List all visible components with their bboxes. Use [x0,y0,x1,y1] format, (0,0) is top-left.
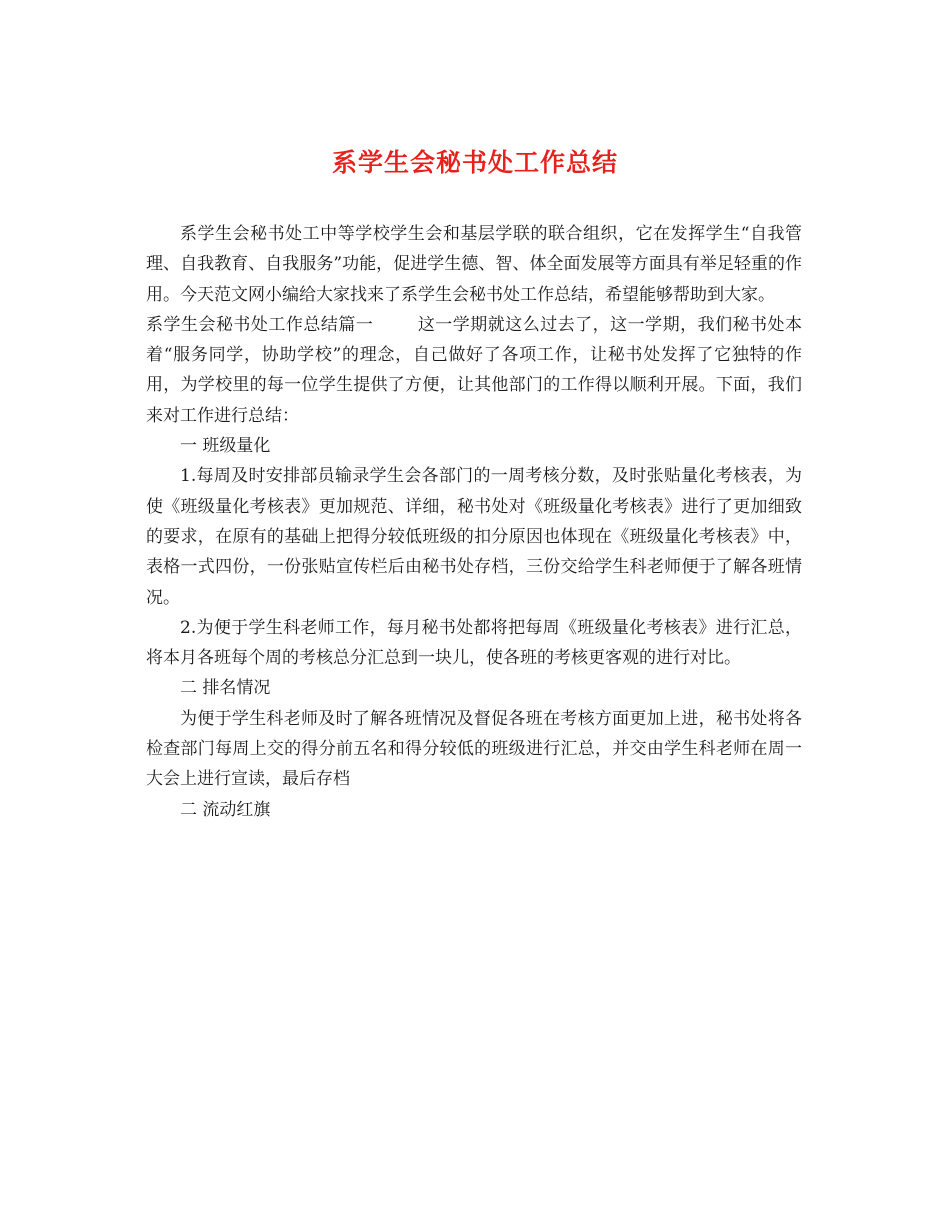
intro-paragraph: 系学生会秘书处工中等学校学生会和基层学联的联合组织，它在发挥学生“自我管理、自我教育、自我服务”功能，促进学生德、智、体全面发展等方面具有举足轻重的作用。今天范文网小编给大家找来了系学生会秘书处工作总结，希望能够帮助到大家。 [146,224,802,305]
document-title: 系学生会秘书处工作总结 [331,148,618,177]
article1-opening: 这一学期就这么过去了，这一学期，我们秘书处本着“服务同学，协助学校”的理念，自己做好了各项工作，让秘书处发挥了它独特的作用，为学校里的每一位学生提供了方便，让其他部门的工作得以顺利开展。下面，我们来对工作进行总结： [146,314,803,426]
article1-paragraph [146,310,802,431]
section2-paragraph: 为便于学生科老师及时了解各班情况及督促各班在考核方面更加上进，秘书处将各检查部门每周上交的得分前五名和得分较低的班级进行汇总，并交由学生科老师在周一大会上进行宣读，最后存档 [146,708,802,790]
section3-heading: 二 流动红旗 [180,799,271,820]
article1-heading: 系学生会秘书处工作总结篇一 [146,314,374,335]
document-body [146,219,802,825]
section1-heading: 一 班级量化 [180,436,271,457]
item2-paragraph: 2.为便于学生科老师工作，每月秘书处都将把每周《班级量化考核表》进行汇总，将本月各班每个周的考核总分汇总到一块儿，使各班的考核更客观的进行对比。 [146,617,802,669]
section2-heading: 二 排名情况 [180,678,271,699]
item1-paragraph: 1.每周及时安排部员输录学生会各部门的一周考核分数，及时张贴量化考核表，为使《班级量化考核表》更加规范、详细，秘书处对《班级量化考核表》进行了更加细致的要求，在原有的基础上把得分较低班级的扣分原因也体现在《班级量化考核表》中，表格一式四份，一份张贴宣传栏后由秘书处存档，三份交给学生科老师便于了解各班情况。 [146,466,802,608]
